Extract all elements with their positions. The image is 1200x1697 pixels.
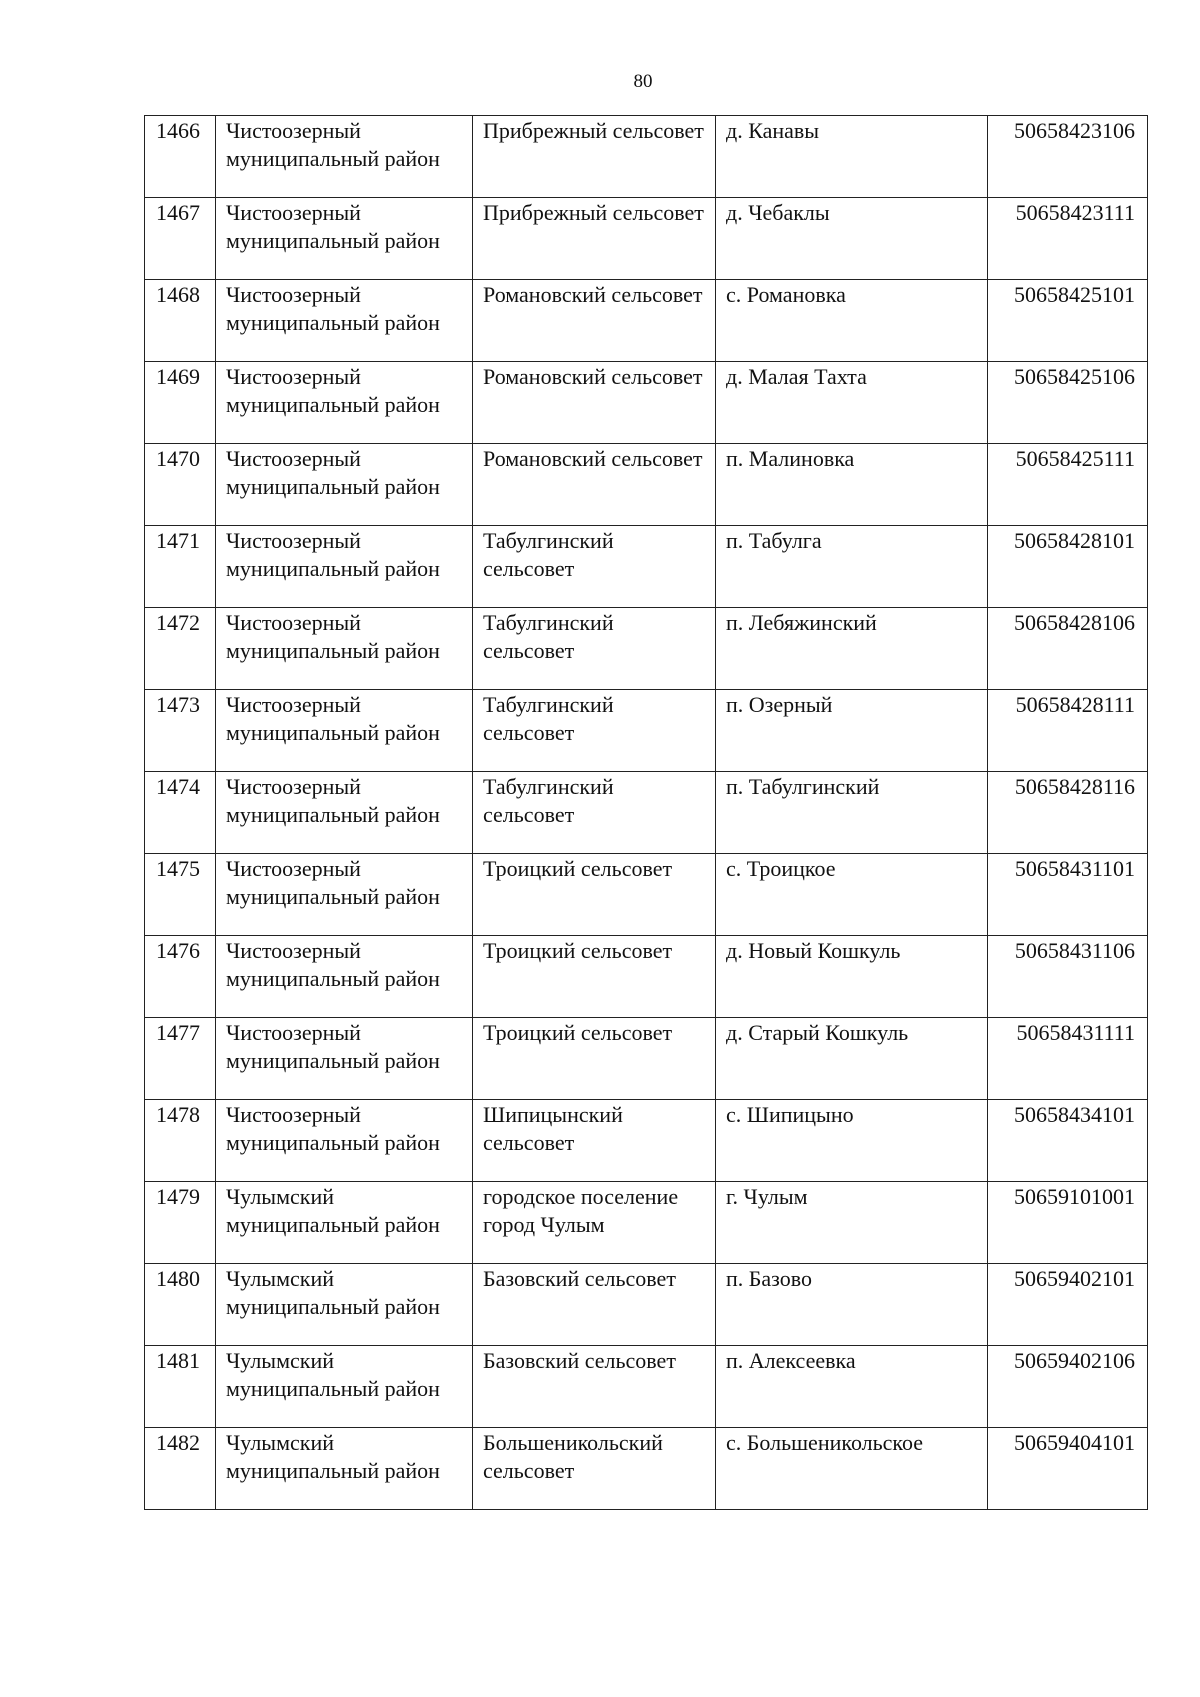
settlement-cell: п. Озерный [716,690,988,772]
settlement-cell: п. Базово [716,1264,988,1346]
council-cell: Базовский сельсовет [473,1346,716,1428]
oktmo-code-cell: 50658431106 [988,936,1148,1018]
oktmo-code-cell: 50659402106 [988,1346,1148,1428]
table-row [145,116,1148,198]
settlement-cell: п. Табулга [716,526,988,608]
table-row [145,1346,1148,1428]
row-number: 1481 [145,1346,216,1428]
oktmo-code-cell: 50658423106 [988,116,1148,198]
row-number: 1476 [145,936,216,1018]
district-cell: Чистоозерный муниципальный район [216,690,473,772]
oktmo-code-cell: 50658428116 [988,772,1148,854]
district-cell: Чистоозерный муниципальный район [216,280,473,362]
settlement-cell: п. Табулгинский [716,772,988,854]
settlement-cell: п. Алексеевка [716,1346,988,1428]
row-number: 1471 [145,526,216,608]
row-number: 1475 [145,854,216,936]
table-row [145,526,1148,608]
district-cell: Чистоозерный муниципальный район [216,198,473,280]
settlement-cell: с. Большеникольское [716,1428,988,1510]
council-cell: Шипицынский сельсовет [473,1100,716,1182]
table-row [145,1100,1148,1182]
district-cell: Чистоозерный муниципальный район [216,608,473,690]
oktmo-code-cell: 50658431101 [988,854,1148,936]
row-number: 1478 [145,1100,216,1182]
district-cell: Чистоозерный муниципальный район [216,854,473,936]
council-cell: Базовский сельсовет [473,1264,716,1346]
row-number: 1469 [145,362,216,444]
oktmo-code-cell: 50659404101 [988,1428,1148,1510]
district-cell: Чистоозерный муниципальный район [216,936,473,1018]
oktmo-code-cell: 50658425111 [988,444,1148,526]
row-number: 1473 [145,690,216,772]
row-number: 1482 [145,1428,216,1510]
settlement-cell: д. Канавы [716,116,988,198]
district-cell: Чистоозерный муниципальный район [216,362,473,444]
district-cell: Чистоозерный муниципальный район [216,1018,473,1100]
settlement-cell: г. Чулым [716,1182,988,1264]
oktmo-code-cell: 50658423111 [988,198,1148,280]
table-row [145,690,1148,772]
settlement-cell: д. Старый Кошкуль [716,1018,988,1100]
council-cell: Троицкий сельсовет [473,1018,716,1100]
table-row [145,608,1148,690]
district-cell: Чистоозерный муниципальный район [216,526,473,608]
council-cell: Табулгинский сельсовет [473,608,716,690]
oktmo-code-cell: 50658428111 [988,690,1148,772]
table-row [145,1264,1148,1346]
settlement-cell: д. Новый Кошкуль [716,936,988,1018]
table-row [145,362,1148,444]
oktmo-code-cell: 50658431111 [988,1018,1148,1100]
council-cell: Табулгинский сельсовет [473,526,716,608]
district-cell: Чистоозерный муниципальный район [216,444,473,526]
council-cell: Троицкий сельсовет [473,936,716,1018]
settlement-cell: п. Малиновка [716,444,988,526]
settlement-cell: с. Троицкое [716,854,988,936]
district-cell: Чистоозерный муниципальный район [216,1100,473,1182]
council-cell: Романовский сельсовет [473,444,716,526]
settlement-cell: с. Романовка [716,280,988,362]
district-cell: Чулымский муниципальный район [216,1428,473,1510]
district-cell: Чулымский муниципальный район [216,1346,473,1428]
row-number: 1470 [145,444,216,526]
oktmo-code-cell: 50658428101 [988,526,1148,608]
district-cell: Чулымский муниципальный район [216,1182,473,1264]
table-row [145,1428,1148,1510]
oktmo-code-cell: 50659101001 [988,1182,1148,1264]
row-number: 1466 [145,116,216,198]
district-cell: Чистоозерный муниципальный район [216,772,473,854]
settlement-cell: д. Чебаклы [716,198,988,280]
table-row [145,772,1148,854]
oktmo-code-cell: 50658428106 [988,608,1148,690]
council-cell: Табулгинский сельсовет [473,690,716,772]
table-row [145,198,1148,280]
council-cell: Романовский сельсовет [473,362,716,444]
council-cell: Прибрежный сельсовет [473,116,716,198]
oktmo-code-cell: 50658425106 [988,362,1148,444]
council-cell: Романовский сельсовет [473,280,716,362]
oktmo-code-cell: 50658434101 [988,1100,1148,1182]
settlement-cell: п. Лебяжинский [716,608,988,690]
settlement-cell: д. Малая Тахта [716,362,988,444]
row-number: 1477 [145,1018,216,1100]
row-number: 1467 [145,198,216,280]
table-row [145,1018,1148,1100]
row-number: 1480 [145,1264,216,1346]
council-cell: городское поселение город Чулым [473,1182,716,1264]
row-number: 1472 [145,608,216,690]
row-number: 1474 [145,772,216,854]
council-cell: Прибрежный сельсовет [473,198,716,280]
table-row [145,444,1148,526]
page-number: 80 [633,71,653,92]
settlement-cell: с. Шипицыно [716,1100,988,1182]
table-row [145,280,1148,362]
settlements-table [144,115,1148,1510]
council-cell: Табулгинский сельсовет [473,772,716,854]
row-number: 1479 [145,1182,216,1264]
oktmo-code-cell: 50659402101 [988,1264,1148,1346]
council-cell: Большеникольский сельсовет [473,1428,716,1510]
table-row [145,936,1148,1018]
district-cell: Чистоозерный муниципальный район [216,116,473,198]
council-cell: Троицкий сельсовет [473,854,716,936]
row-number: 1468 [145,280,216,362]
oktmo-code-cell: 50658425101 [988,280,1148,362]
table-row [145,1182,1148,1264]
district-cell: Чулымский муниципальный район [216,1264,473,1346]
table-row [145,854,1148,936]
